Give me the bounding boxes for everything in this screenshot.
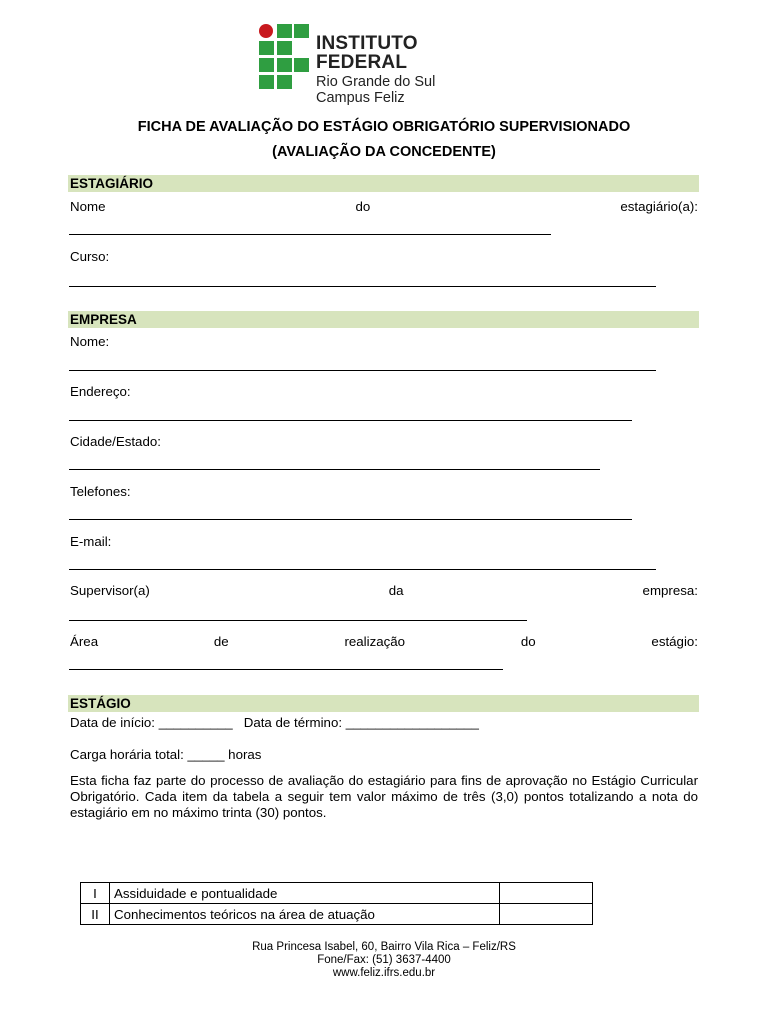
section-estagiario-header: ESTAGIÁRIO xyxy=(68,175,699,192)
label-word: empresa: xyxy=(642,583,698,598)
label-word: Supervisor(a) xyxy=(70,583,150,598)
label-word: estagiário(a): xyxy=(620,199,698,214)
empresa-cidade-label: Cidade/Estado: xyxy=(70,434,161,449)
estagiario-nome-label xyxy=(70,199,698,215)
footer-website: www.feliz.ifrs.edu.br xyxy=(332,967,436,979)
footer-phone: Fone/Fax: (51) 3637-4400 xyxy=(317,954,451,966)
criteria-text: Assiduidade e pontualidade xyxy=(110,883,500,904)
logo-square xyxy=(277,75,292,89)
document-title: FICHA DE AVALIAÇÃO DO ESTÁGIO OBRIGATÓRIO SUPERVISIONADO xyxy=(137,119,631,135)
logo-square xyxy=(259,41,274,55)
estagio-carga-horaria[interactable]: Carga horária total: _____ horas xyxy=(70,747,262,762)
logo-square xyxy=(294,24,309,38)
label-word: estágio: xyxy=(651,634,698,649)
estagio-datas[interactable]: Data de início: __________ Data de término: __________________ xyxy=(70,715,479,730)
estagiario-curso-label: Curso: xyxy=(70,249,110,264)
criteria-score-cell[interactable] xyxy=(500,904,593,925)
logo-square xyxy=(294,58,309,72)
table-row xyxy=(81,883,593,904)
logo-red-dot-icon xyxy=(259,24,273,38)
logo-subtitle: Rio Grande do Sul xyxy=(316,74,436,90)
label-word: de xyxy=(213,634,229,649)
label-word: realização xyxy=(344,634,406,649)
empresa-area-label xyxy=(70,634,698,650)
logo-title: INSTITUTO FEDERAL xyxy=(316,33,418,73)
footer-address: Rua Princesa Isabel, 60, Bairro Vila Rica – Feliz/RS xyxy=(252,941,516,953)
empresa-telefones-line[interactable] xyxy=(69,519,632,520)
logo-text xyxy=(316,34,510,105)
section-estagio-header: ESTÁGIO xyxy=(68,695,699,712)
empresa-email-line[interactable] xyxy=(69,569,656,570)
section-empresa-header: EMPRESA xyxy=(68,311,699,328)
label-word: do xyxy=(355,199,371,214)
empresa-supervisor-line[interactable] xyxy=(69,620,527,621)
institute-logo xyxy=(258,22,510,106)
empresa-nome-label: Nome: xyxy=(70,334,110,349)
criteria-table xyxy=(80,882,593,925)
label-word: da xyxy=(388,583,404,598)
estagiario-curso-line[interactable] xyxy=(69,286,656,287)
document-subtitle: (AVALIAÇÃO DA CONCEDENTE) xyxy=(272,144,496,160)
criteria-text: Conhecimentos teóricos na área de atuação xyxy=(110,904,500,925)
criteria-number: I xyxy=(81,883,110,904)
empresa-endereco-line[interactable] xyxy=(69,420,632,421)
logo-square xyxy=(259,75,274,89)
label-word: Nome xyxy=(70,199,106,214)
empresa-nome-line[interactable] xyxy=(69,370,656,371)
estagio-instructions-paragraph: Esta ficha faz parte do processo de avaliação do estagiário para fins de aprovação no Estágio Curricular Obrigatório. Cada item da tabela a seguir tem valor máximo de três (3,0) pontos totalizando a nota do estagiário em no máximo trinta (30) pontos. xyxy=(70,773,698,820)
estagiario-nome-line[interactable] xyxy=(69,234,551,235)
logo-square xyxy=(277,58,292,72)
criteria-score-cell[interactable] xyxy=(500,883,593,904)
logo-square xyxy=(259,58,274,72)
label-word: do xyxy=(520,634,536,649)
empresa-telefones-label: Telefones: xyxy=(70,484,131,499)
logo-campus: Campus Feliz xyxy=(316,89,405,106)
empresa-supervisor-label xyxy=(70,583,698,599)
empresa-cidade-line[interactable] xyxy=(69,469,600,470)
criteria-number: II xyxy=(81,904,110,925)
logo-square xyxy=(277,41,292,55)
empresa-endereco-label: Endereço: xyxy=(70,384,131,399)
logo-square xyxy=(277,24,292,38)
table-row xyxy=(81,904,593,925)
label-word: Área xyxy=(70,634,99,649)
empresa-email-label: E-mail: xyxy=(70,534,112,549)
empresa-area-line[interactable] xyxy=(69,669,503,670)
